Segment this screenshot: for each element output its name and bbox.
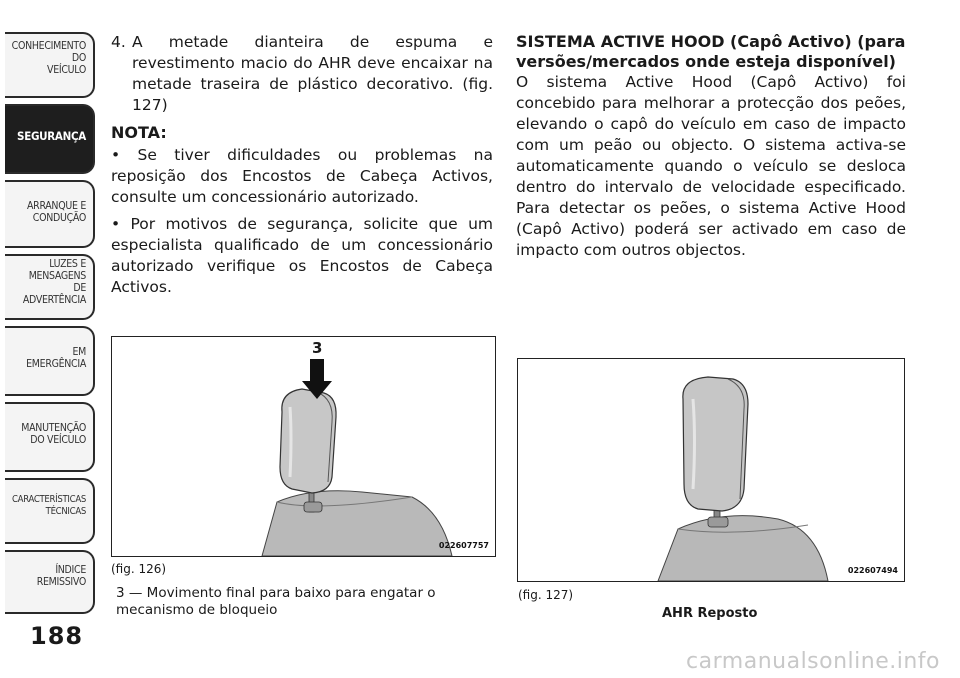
left-column bbox=[111, 32, 493, 304]
tab-label: LUZES E bbox=[49, 258, 86, 270]
note-paragraph: • Se tiver dificuldades ou problemas na reposição dos Encostos de Cabeça Activos, consulte um concessionário autorizado. bbox=[111, 146, 493, 206]
body-paragraph: O sistema Active Hood (Capô Activo) foi concebido para melhorar a protecção dos peões, elevando o capô do veículo em caso de impacto com um peão ou objecto. O sistema activa-se automaticamente quando o veículo se desloca dentro do intervalo de velocidade especificado. Para detectar os peões, o sistema Active Hood (Capô Activo) poderá ser activado em caso de impacto com outros objectos. bbox=[516, 73, 906, 259]
tab-label: EM bbox=[72, 346, 86, 358]
chapter-tabs bbox=[0, 0, 104, 640]
tab-conhecimento[interactable] bbox=[5, 32, 95, 98]
tab-label: MENSAGENS bbox=[28, 270, 86, 282]
figure-label: (fig. 126) bbox=[111, 562, 167, 576]
figure-code: 022607494 bbox=[847, 566, 898, 575]
tab-label: VEÍCULO bbox=[47, 64, 86, 76]
note-title: NOTA: bbox=[111, 123, 167, 142]
item-text: A metade dianteira de espuma e revestimento macio do AHR deve encaixar na metade traseira de plástico decorativo. (fig. 127) bbox=[132, 33, 493, 114]
tab-label: CONHECIMENTO bbox=[11, 40, 86, 52]
tab-label: SEGURANÇA bbox=[17, 129, 86, 143]
tab-label: DO bbox=[71, 52, 86, 64]
tab-manutencao[interactable] bbox=[5, 402, 95, 472]
figure-caption: 3 — Movimento final para baixo para engatar o mecanismo de bloqueio bbox=[116, 585, 436, 618]
tab-label: TÉCNICAS bbox=[45, 506, 86, 517]
tab-label: ÍNDICE bbox=[55, 564, 86, 576]
watermark: carmanualsonline.info bbox=[686, 649, 940, 674]
tab-arranque[interactable] bbox=[5, 180, 95, 248]
callout-number: 3 bbox=[312, 339, 323, 357]
tab-label: MANUTENÇÃO bbox=[21, 422, 86, 434]
headrest-illustration bbox=[112, 337, 495, 556]
tab-label: CONDUÇÃO bbox=[32, 212, 86, 224]
tab-emergencia[interactable] bbox=[5, 326, 95, 396]
section-heading: SISTEMA ACTIVE HOOD (Capô Activo) (para versões/mercados onde esteja disponível) bbox=[516, 32, 906, 71]
figure-126 bbox=[111, 336, 496, 557]
headrest-illustration bbox=[518, 359, 904, 581]
item-number: 4. bbox=[111, 33, 126, 51]
tab-seguranca[interactable] bbox=[5, 104, 95, 174]
note-paragraph: • Por motivos de segurança, solicite que um especialista qualificado de um concessionário autorizado verifique os Encostos de Cabeça Activos. bbox=[111, 215, 493, 296]
tab-label: ARRANQUE E bbox=[27, 200, 86, 212]
figure-label: (fig. 127) bbox=[518, 588, 574, 602]
tab-indice[interactable] bbox=[5, 550, 95, 614]
tab-label: DE bbox=[73, 282, 86, 294]
page-number: 188 bbox=[30, 622, 84, 650]
tab-label: DO VEÍCULO bbox=[30, 434, 86, 446]
tab-luzes[interactable] bbox=[5, 254, 95, 320]
tab-label: REMISSIVO bbox=[36, 576, 86, 588]
figure-127 bbox=[517, 358, 905, 582]
tab-label: EMERGÊNCIA bbox=[26, 358, 86, 370]
tab-caracteristicas[interactable] bbox=[5, 478, 95, 544]
tab-label: CARACTERÍSTICAS bbox=[12, 494, 86, 505]
right-column bbox=[516, 32, 906, 267]
figure-code: 022607757 bbox=[438, 541, 489, 550]
figure-title: AHR Reposto bbox=[662, 606, 758, 621]
list-item bbox=[111, 32, 493, 116]
tab-label: ADVERTÊNCIA bbox=[22, 294, 86, 306]
